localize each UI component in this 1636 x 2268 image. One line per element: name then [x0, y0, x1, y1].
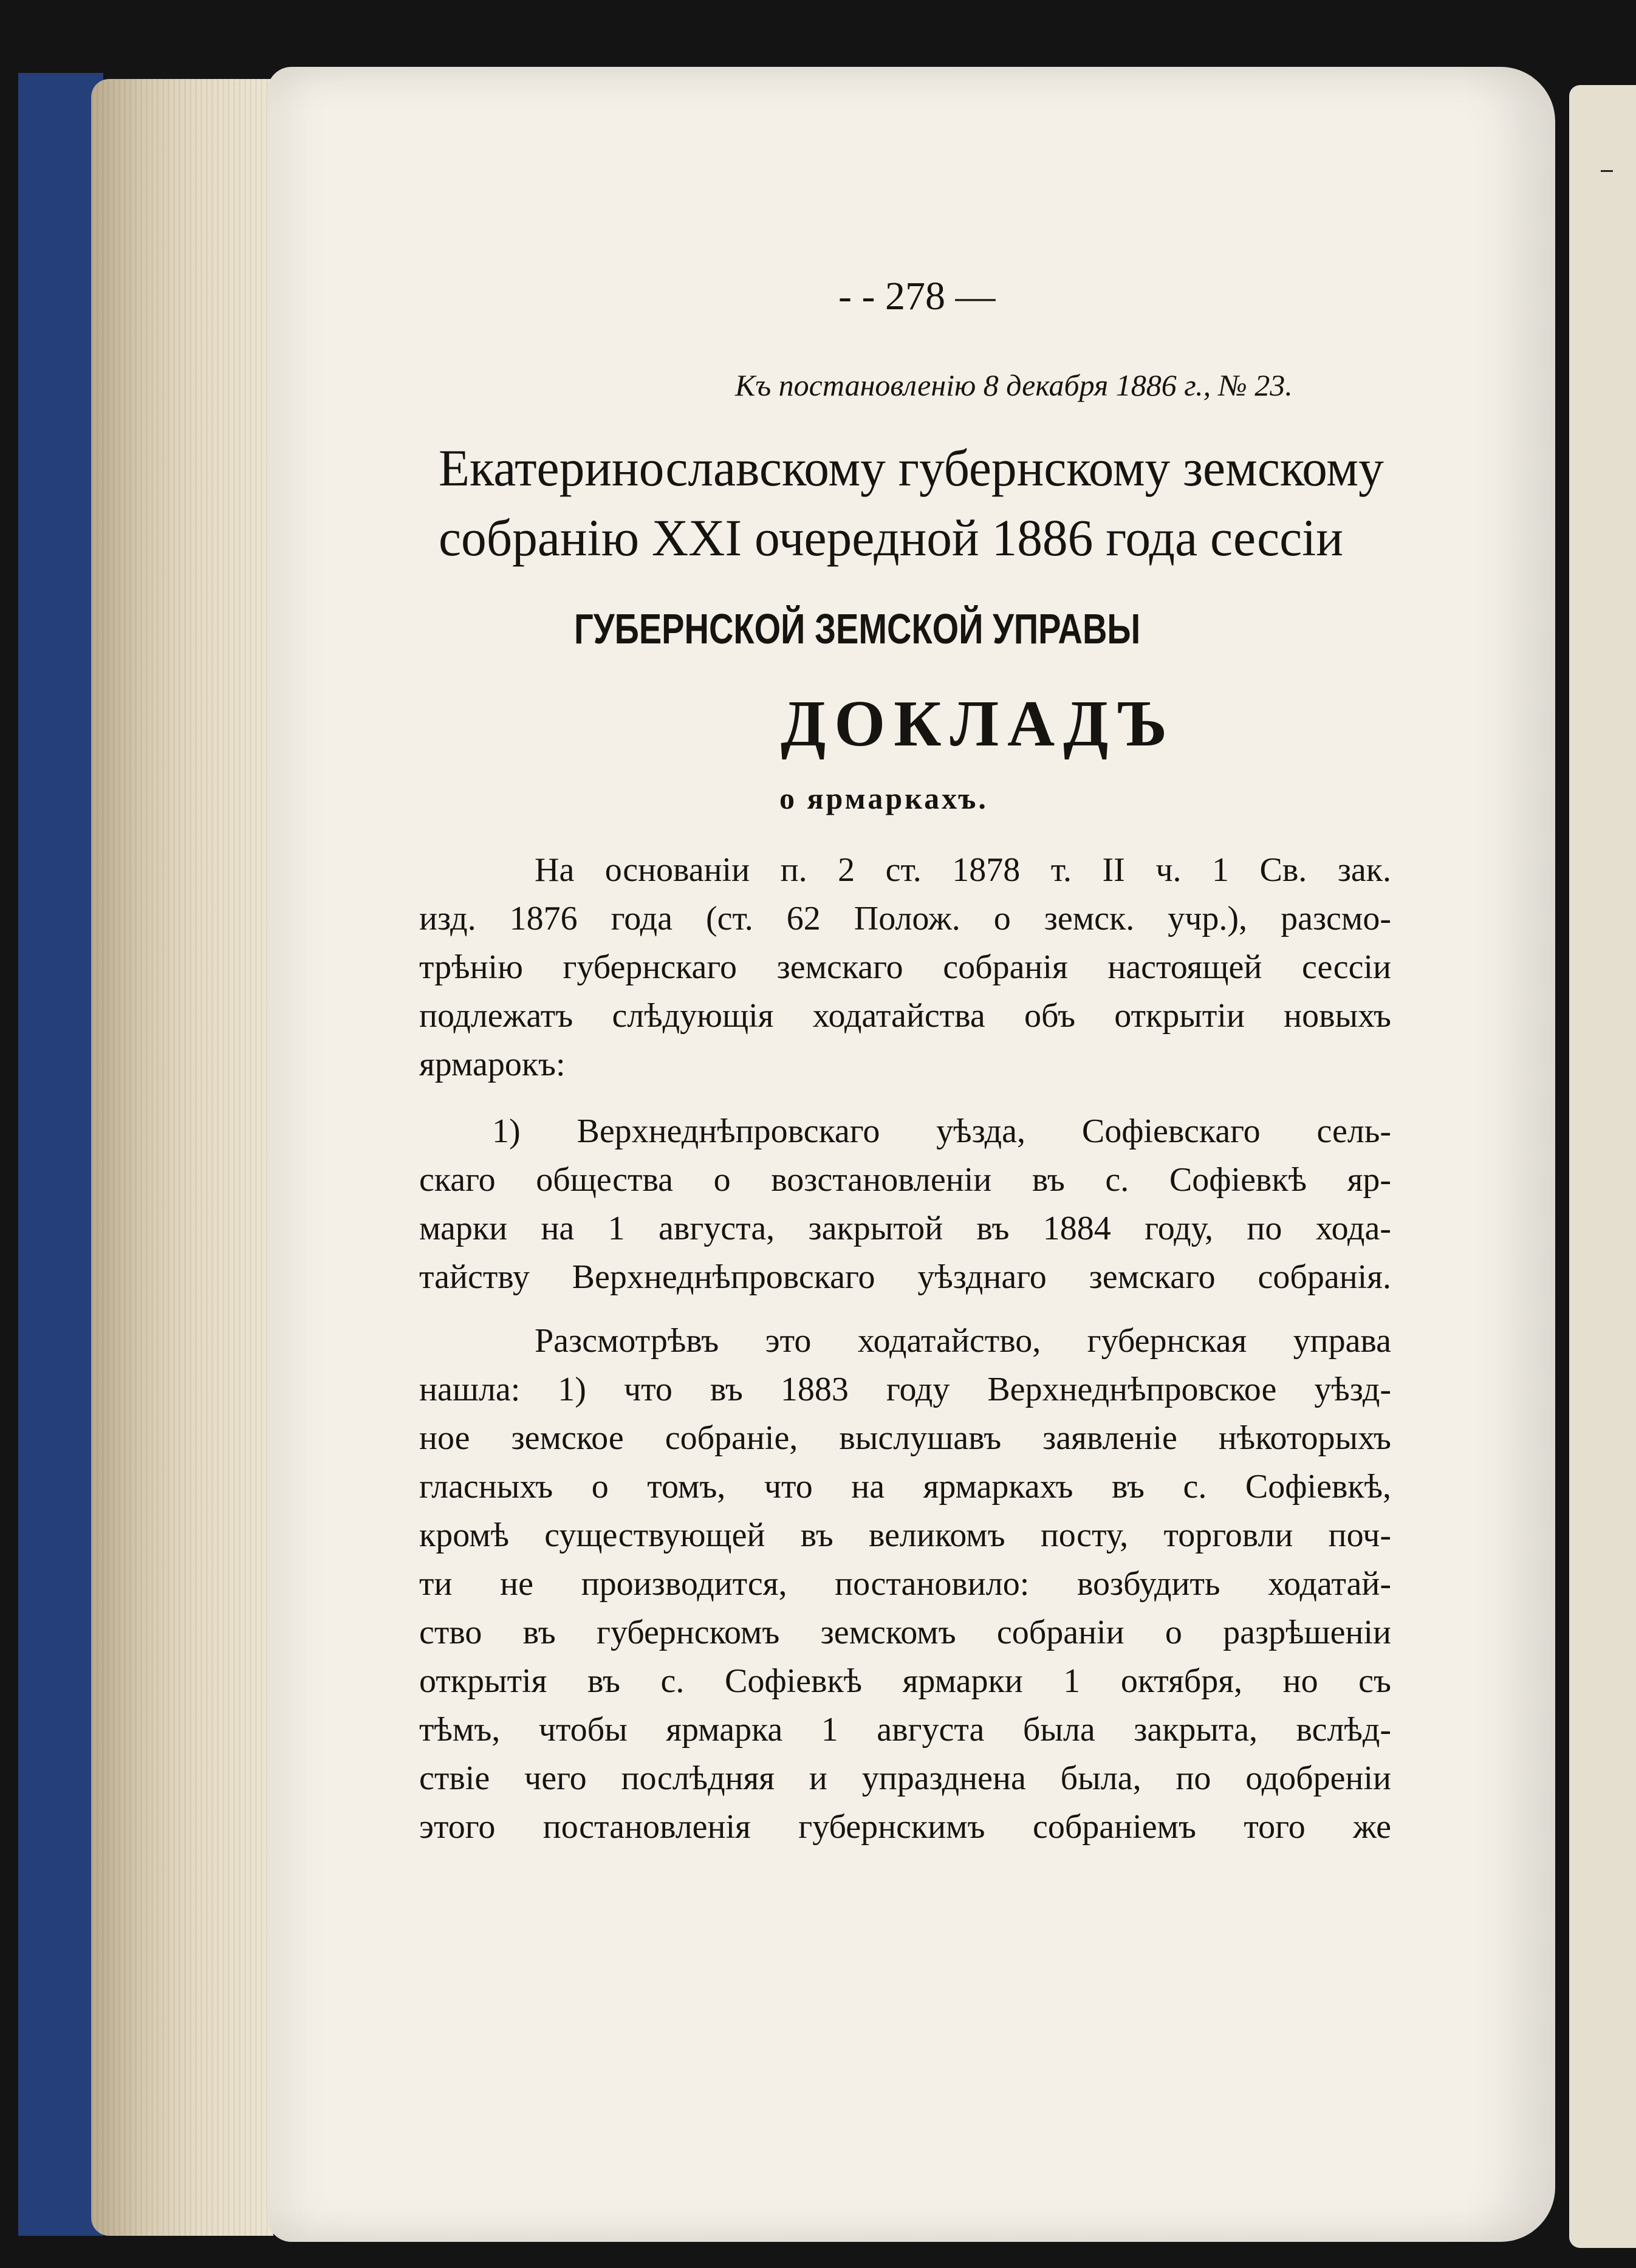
body-line-17: открытія въ с. Софіевкѣ ярмарки 1 октября, но съ — [419, 1662, 1391, 1700]
body-line-18: тѣмъ, чтобы ярмарка 1 августа была закрыта, вслѣд- — [419, 1711, 1391, 1749]
book-cover-edge — [18, 73, 103, 2236]
body-line-12: ное земское собраніе, выслушавъ заявленіе нѣкоторыхъ — [419, 1419, 1391, 1457]
report-title: ДОКЛАДЪ — [781, 688, 1176, 760]
body-line-4: подлежатъ слѣдующія ходатайства объ открытіи новыхъ — [419, 997, 1391, 1035]
book-page — [267, 67, 1555, 2242]
board-title: ГУБЕРНСКОЙ ЗЕМСКОЙ УПРАВЫ — [574, 605, 1141, 653]
report-subject: о ярмаркахъ. — [779, 781, 988, 815]
body-line-15: ти не производится, постановило: возбудить ходатай- — [419, 1565, 1391, 1603]
body-line-14: кромѣ существующей въ великомъ посту, торговли поч- — [419, 1516, 1391, 1554]
heading-line-1: Екатеринославскому губернскому земскому — [439, 439, 1384, 497]
body-line-2: изд. 1876 года (ст. 62 Полож. о земск. учр.), разсмо- — [419, 900, 1391, 937]
body-line-20: этого постановленія губернскимъ собраніемъ того же — [419, 1808, 1391, 1846]
body-line-5: ярмарокъ: — [419, 1046, 566, 1083]
body-line-3: трѣнію губернскаго земскаго собранія настоящей сессіи — [419, 948, 1391, 986]
body-line-11: нашла: 1) что въ 1883 году Верхнеднѣпровское уѣзд- — [419, 1371, 1391, 1408]
body-line-1: На основаніи п. 2 ст. 1878 т. II ч. 1 Св. зак. — [535, 851, 1391, 889]
facing-page-edge — [1569, 85, 1636, 2248]
page-number: - - 278 — — [838, 274, 996, 318]
body-line-8: марки на 1 августа, закрытой въ 1884 году, по хода- — [419, 1210, 1391, 1247]
page-stack-edge — [91, 79, 273, 2236]
body-line-16: ство въ губернскомъ земскомъ собраніи о разрѣшеніи — [419, 1614, 1391, 1651]
body-line-10: Разсмотрѣвъ это ходатайство, губернская управа — [535, 1322, 1391, 1360]
body-line-9: тайству Верхнеднѣпровскаго уѣзднаго земскаго собранія. — [419, 1258, 1391, 1296]
body-line-6: 1) Верхнеднѣпровскаго уѣзда, Софіевскаго сель- — [492, 1112, 1391, 1150]
body-line-13: гласныхъ о томъ, что на ярмаркахъ въ с. Софіевкѣ, — [419, 1468, 1391, 1506]
body-line-7: скаго общества о возстановленіи въ с. Софіевкѣ яр- — [419, 1161, 1391, 1199]
reference-line: Къ постановленію 8 декабря 1886 г., № 23. — [735, 368, 1293, 402]
heading-line-2: собранію XXI очередной 1886 года сессіи — [439, 509, 1343, 567]
body-line-19: ствіе чего послѣдняя и упразднена была, по одобреніи — [419, 1759, 1391, 1797]
